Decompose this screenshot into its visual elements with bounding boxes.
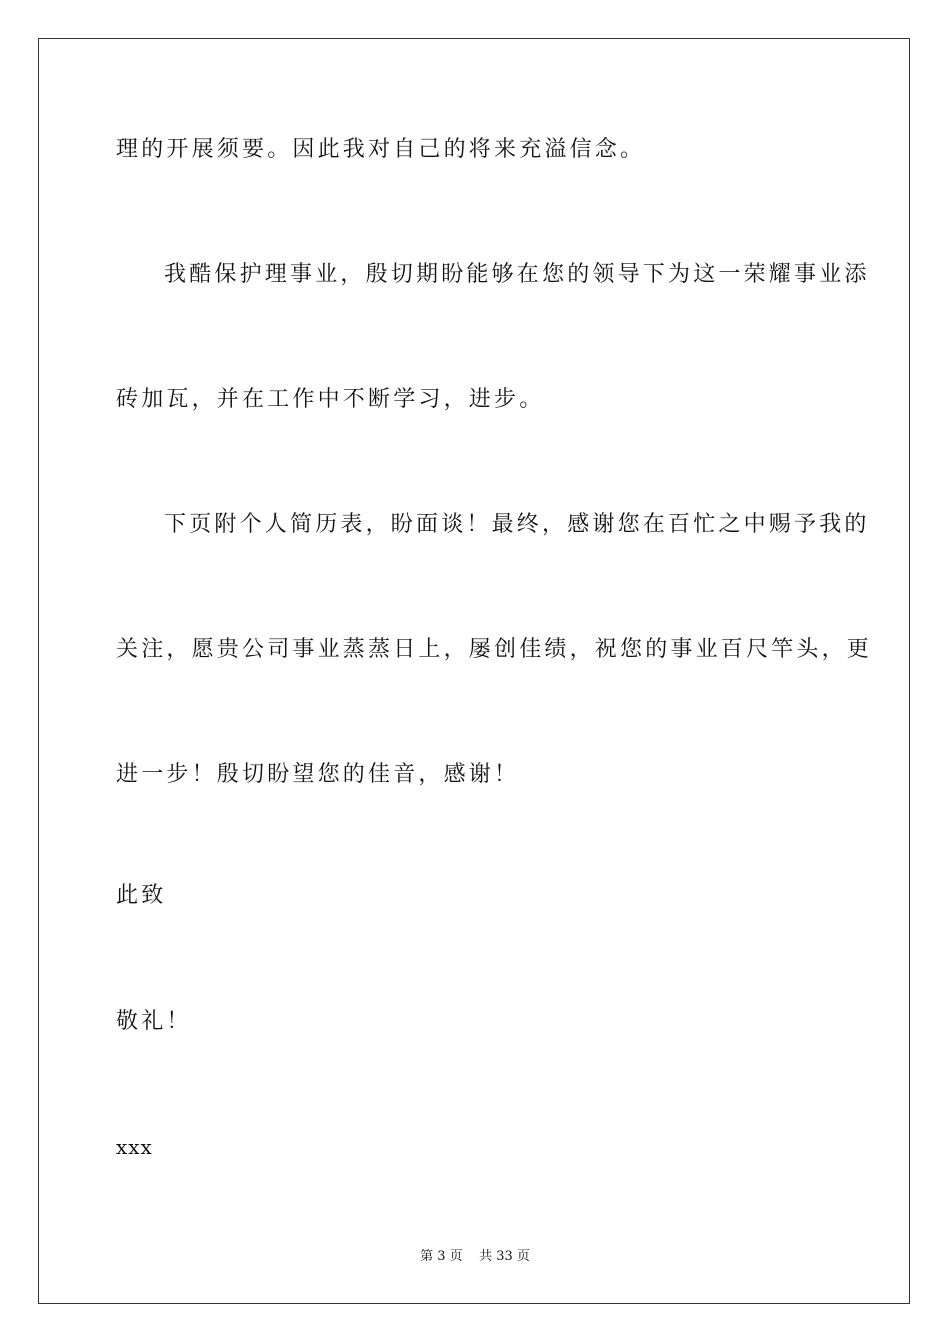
body-paragraph-2-line-1: 我酷保护理事业，殷切期盼能够在您的领导下为这一荣耀事业添 [164, 262, 870, 287]
page-frame [38, 38, 910, 1304]
closing-regards: 敬礼！ [116, 1009, 192, 1034]
signature: xxx [116, 1135, 153, 1159]
closing-salutation: 此致 [116, 883, 167, 908]
body-paragraph-3-line-3: 进一步！殷切盼望您的佳音，感谢！ [116, 762, 520, 787]
body-line-1: 理的开展须要。因此我对自己的将来充溢信念。 [116, 137, 646, 162]
body-paragraph-3-line-1: 下页附个人简历表，盼面谈！最终，感谢您在百忙之中赐予我的 [164, 512, 870, 537]
body-paragraph-2-line-2: 砖加瓦，并在工作中不断学习，进步。 [116, 387, 545, 412]
page-number-footer: 第 3 页 共 33 页 [420, 1249, 530, 1264]
body-paragraph-3-line-2: 关注，愿贵公司事业蒸蒸日上，屡创佳绩，祝您的事业百尺竿头，更 [116, 637, 873, 662]
